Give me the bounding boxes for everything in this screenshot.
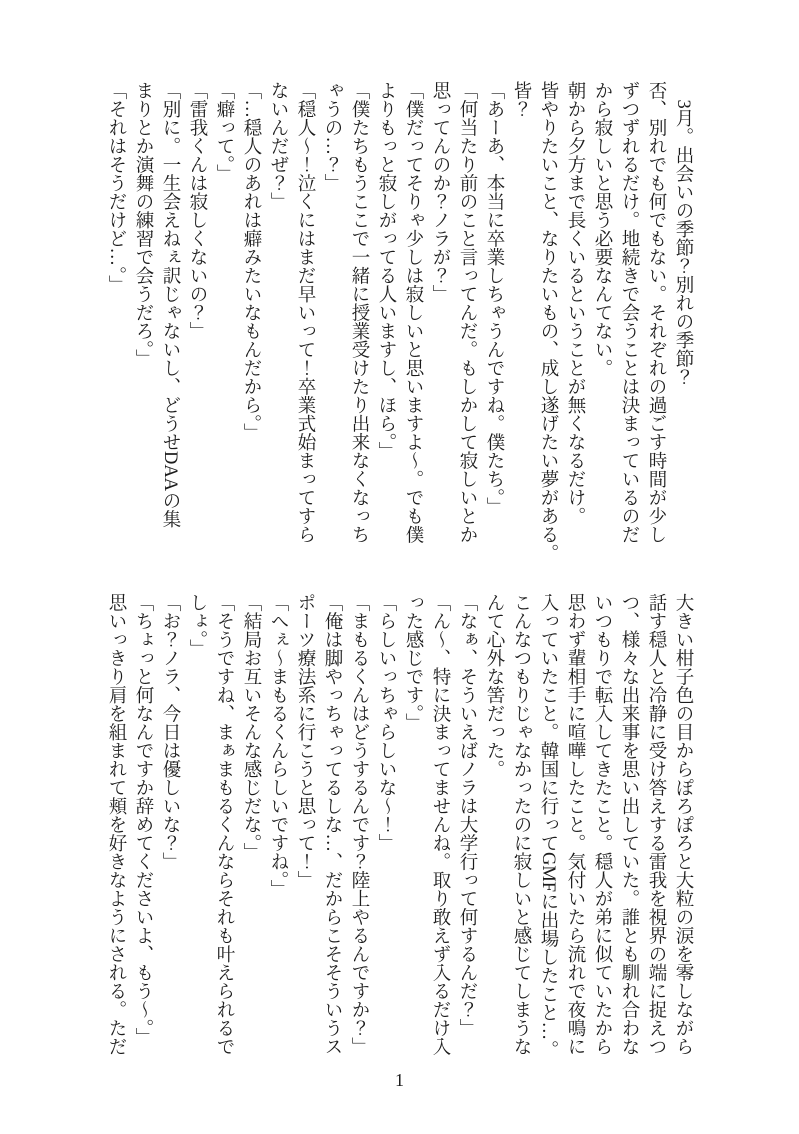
text-line: 皆？ xyxy=(511,81,531,118)
text-line: 「…穏人のあれは癖みたいなもんだから。」 xyxy=(241,81,261,442)
text-line: 「癖って。」 xyxy=(214,81,234,183)
text-line: 「あーあ、本当に卒業しちゃうんですね。僕たち。」 xyxy=(484,81,504,516)
text-line: ないんだぜ？」 xyxy=(268,81,288,211)
text-line: 大きい柑子色の目からぽろぽろと大粒の涙を零しながら xyxy=(673,593,693,1056)
text-line: 否、別れでも何でもない。それぞれの過ごす時間が少し xyxy=(646,81,666,544)
text-line: 「ちょっと何なんですか辞めてくださいよ、もう〜。」 xyxy=(133,593,153,1047)
text-line: 思わず輩相手に喧嘩したこと。気付いたら流れで夜鳴に xyxy=(565,593,585,1056)
text-line: 「なぁ、そういえばノラは大学行って何するんだ？」 xyxy=(457,593,477,1037)
text-line: 話す穏人と冷静に受け答えする雷我を視界の端に捉えつ xyxy=(646,593,666,1056)
text-line: 「雷我くんは寂しくないの？」 xyxy=(187,81,207,340)
text-line: 「お？ノラ、今日は優しいな？」 xyxy=(160,593,180,871)
page-number: 1 xyxy=(395,1070,404,1090)
text-line: 「僕たちもうここで一緒に授業受けたり出来なくなっち xyxy=(349,81,369,544)
text-line: 「それはそうだけど…。」 xyxy=(106,81,126,294)
text-line: 朝から夕方まで長くいるということが無くなるだけ。 xyxy=(565,81,585,525)
text-line: ゃうの…？」 xyxy=(322,81,342,192)
text-line: 「俺は脚やっちゃってるしな…、だからこそそういうス xyxy=(322,593,342,1056)
text-line: ポーツ療法系に行こうと思って！」 xyxy=(295,593,315,889)
text-line: んて心外な筈だった。 xyxy=(484,593,504,778)
text-line: 入っていたこと。韓国に行ってGMFに出場したこと…。 xyxy=(538,593,558,1059)
text-line: よりもっと寂しがってる人いますし、ほら。」 xyxy=(376,81,396,461)
text-line: から寂しいと思う必要なんてない。 xyxy=(592,81,612,377)
text-line: 「らしいっちゃらしいな〜！」 xyxy=(376,593,396,852)
text-line: 思いっきり肩を組まれて頬を好きなようにされる。ただ xyxy=(106,593,126,1056)
text-line: 「そうですね、まぁまもるくんならそれも叶えられるで xyxy=(214,593,234,1056)
text-line: いつもりで転入してきたこと。穏人が弟に似ていたから xyxy=(592,593,612,1056)
text-line: しょ。」 xyxy=(187,593,207,658)
text-line: 「何当たり前のこと言ってんだ。もしかして寂しいとか xyxy=(457,81,477,544)
text-line: 「まもるくんはどうするんです？陸上やるんですか？」 xyxy=(349,593,369,1056)
text-line: 「結局お互いそんな感じだな。」 xyxy=(241,593,261,862)
text-line: 「別に。一生会えねぇ訳じゃないし、どうせDAAの集 xyxy=(160,81,180,529)
text-line: 皆やりたいこと、なりたいもの、成し遂げたい夢がある。 xyxy=(538,81,558,562)
text-line: つ、様々な出来事を思い出していた。誰とも馴れ合わな xyxy=(619,593,639,1056)
text-line: こんなつもりじゃなかったのに寂しいと感じてしまうな xyxy=(511,593,531,1056)
text-line: 「穏人〜！泣くにはまだ早いって！卒業式始まってすら xyxy=(295,81,315,544)
text-line: まりとか演舞の練習で会うだろ。」 xyxy=(133,81,153,368)
text-line: 「へぇ〜まもるくんらしいですね。」 xyxy=(268,593,288,899)
text-line: った感じです。」 xyxy=(403,593,423,732)
text-line: 「僕だってそりゃ少しは寂しいと思いますよ〜。でも僕 xyxy=(403,81,423,544)
text-line: 思ってんのか？ノラが？」 xyxy=(430,81,450,303)
text-block-top xyxy=(102,81,696,567)
text-line: ずつずれるだけ。地続きで会うことは決まっているのだ xyxy=(619,81,639,544)
text-block-bottom xyxy=(102,593,696,1079)
text-line: 「ん〜、特に決まってませんね。取り敢えず入るだけ入 xyxy=(430,593,450,1056)
text-line: 3月。出会いの季節？別れの季節？ xyxy=(673,81,693,387)
